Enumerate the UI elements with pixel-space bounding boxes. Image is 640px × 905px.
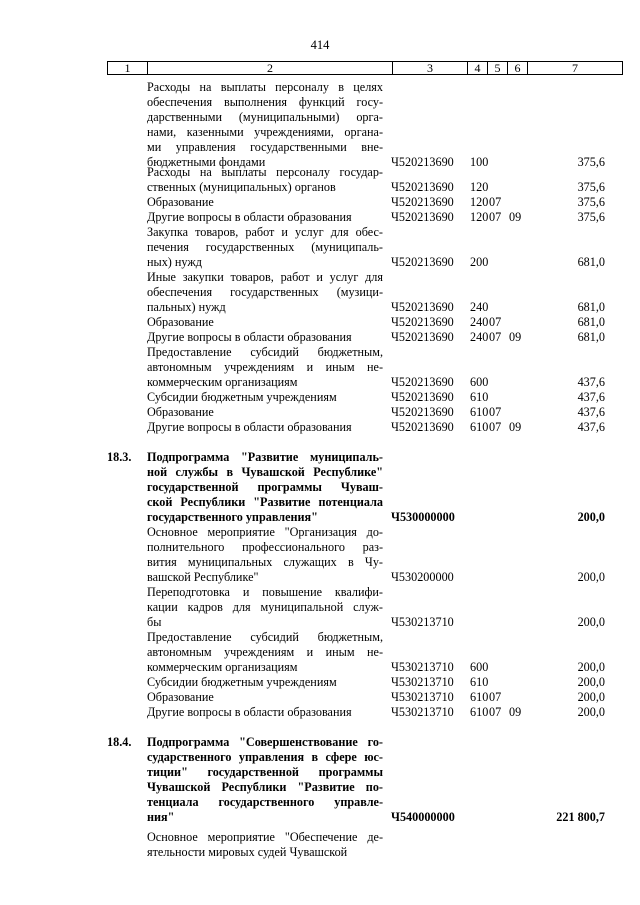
amount: 681,0	[577, 330, 605, 344]
amount: 437,6	[577, 390, 605, 404]
description-line: Переподготовка и повышение квалифи-	[147, 585, 383, 599]
section-code: 07	[489, 690, 502, 704]
expense-type: 610	[470, 690, 489, 704]
expense-type: 120	[470, 210, 489, 224]
description-line: государственного управления"	[147, 510, 318, 524]
amount: 221 800,7	[556, 810, 605, 824]
description-line: ной службы в Чувашской Республике"	[147, 465, 383, 479]
row-description	[147, 390, 383, 405]
description-line: кации кадров для муниципальной служ-	[147, 600, 383, 614]
section-code: 07	[489, 705, 502, 719]
expense-type: 600	[470, 660, 489, 674]
amount: 200,0	[577, 705, 605, 719]
subsection-code: 09	[509, 330, 522, 344]
section-code: 07	[489, 315, 502, 329]
section-code: 07	[489, 210, 502, 224]
expense-type: 200	[470, 255, 489, 269]
row-description	[147, 345, 383, 390]
subsection-code: 09	[509, 420, 522, 434]
target-code: Ч520213690	[391, 195, 454, 209]
description-line: автономным учреждениям и иным не-	[147, 360, 383, 374]
description-line: ния"	[147, 810, 175, 824]
description-line: дарственными (муниципальными) орга-	[147, 110, 383, 124]
description-line: ственных (муниципальных) органов	[147, 180, 336, 194]
column-header: 7	[527, 62, 623, 75]
section-code: 07	[489, 330, 502, 344]
description-line: Другие вопросы в области образования	[147, 330, 352, 344]
target-code: Ч530213710	[391, 660, 454, 674]
description-line: Образование	[147, 195, 214, 209]
row-description	[147, 830, 383, 860]
section-code: 07	[489, 405, 502, 419]
description-line: коммерческим организациям	[147, 660, 298, 674]
expense-type: 610	[470, 705, 489, 719]
target-code: Ч530000000	[391, 510, 455, 524]
description-line: тенциала государственного управле-	[147, 795, 383, 809]
description-line: сударственного управления в сфере юс-	[147, 750, 383, 764]
description-line: обеспечения выполнения функций госу-	[147, 95, 383, 109]
amount: 437,6	[577, 375, 605, 389]
row-description	[147, 330, 383, 345]
target-code: Ч520213690	[391, 255, 454, 269]
row-description	[147, 450, 383, 525]
row-description	[147, 405, 383, 420]
description-line: ятельности мировых судей Чувашской	[147, 845, 348, 859]
column-header: 3	[392, 62, 467, 75]
row-description	[147, 270, 383, 315]
target-code: Ч520213690	[391, 330, 454, 344]
amount: 681,0	[577, 315, 605, 329]
amount: 437,6	[577, 405, 605, 419]
subsection-code: 09	[509, 705, 522, 719]
target-code: Ч520213690	[391, 405, 454, 419]
amount: 200,0	[577, 690, 605, 704]
description-line: Иные закупки товаров, работ и услуг для	[147, 270, 383, 284]
description-line: тиции" государственной программы	[147, 765, 383, 779]
amount: 437,6	[577, 420, 605, 434]
row-description	[147, 210, 383, 225]
expense-type: 610	[470, 420, 489, 434]
description-line: обеспечения государственных (музици-	[147, 285, 383, 299]
description-line: Подпрограмма "Развитие муниципаль-	[147, 450, 383, 464]
amount: 200,0	[577, 675, 605, 689]
target-code: Ч530213710	[391, 705, 454, 719]
description-line: государственной программы Чуваш-	[147, 480, 383, 494]
description-line: ской Республики "Развитие потенциала	[147, 495, 383, 509]
target-code: Ч540000000	[391, 810, 455, 824]
description-line: автономным учреждениям и иным не-	[147, 645, 383, 659]
expense-type: 240	[470, 330, 489, 344]
description-line: Образование	[147, 405, 214, 419]
amount: 200,0	[577, 510, 605, 524]
row-description	[147, 525, 383, 585]
description-line: бюджетными фондами	[147, 155, 266, 169]
expense-type: 610	[470, 405, 489, 419]
amount: 200,0	[577, 615, 605, 629]
expense-type: 120	[470, 195, 489, 209]
amount: 375,6	[577, 195, 605, 209]
expense-type: 240	[470, 315, 489, 329]
target-code: Ч520213690	[391, 390, 454, 404]
target-code: Ч520213690	[391, 315, 454, 329]
row-description	[147, 315, 383, 330]
description-line: полнительного профессионального раз-	[147, 540, 383, 554]
description-line: Закупка товаров, работ и услуг для обес-	[147, 225, 383, 239]
target-code: Ч530213710	[391, 675, 454, 689]
amount: 375,6	[577, 155, 605, 169]
description-line: нами, казенными учреждениями, органа-	[147, 125, 383, 139]
description-line: Расходы на выплаты персоналу в целях	[147, 80, 383, 94]
description-line: Образование	[147, 690, 214, 704]
target-code: Ч520213690	[391, 300, 454, 314]
description-line: ми управления государственными вне-	[147, 140, 383, 154]
amount: 200,0	[577, 660, 605, 674]
expense-type: 120	[470, 180, 489, 194]
expense-type: 100	[470, 155, 489, 169]
target-code: Ч520213690	[391, 180, 454, 194]
description-line: Чувашской Республики "Развитие по-	[147, 780, 383, 794]
row-number: 18.4.	[107, 735, 132, 749]
description-line: Субсидии бюджетным учреждениям	[147, 675, 337, 689]
description-line: бы	[147, 615, 162, 629]
amount: 681,0	[577, 300, 605, 314]
row-description	[147, 585, 383, 630]
description-line: Другие вопросы в области образования	[147, 420, 352, 434]
column-header: 4	[467, 62, 487, 75]
row-description	[147, 735, 383, 825]
description-line: печения государственных (муниципаль-	[147, 240, 383, 254]
subsection-code: 09	[509, 210, 522, 224]
expense-type: 600	[470, 375, 489, 389]
description-line: Предоставление субсидий бюджетным,	[147, 345, 383, 359]
expense-type: 610	[470, 390, 489, 404]
expense-type: 240	[470, 300, 489, 314]
row-description	[147, 675, 383, 690]
column-header: 5	[487, 62, 507, 75]
row-description	[147, 165, 383, 195]
column-header: 2	[147, 62, 392, 75]
amount: 200,0	[577, 570, 605, 584]
description-line: Основное мероприятие "Обеспечение де-	[147, 830, 383, 844]
table-header	[107, 61, 623, 75]
description-line: вития муниципальных служащих в Чу-	[147, 555, 383, 569]
description-line: Образование	[147, 315, 214, 329]
description-line: Основное мероприятие "Организация до-	[147, 525, 383, 539]
description-line: Другие вопросы в области образования	[147, 210, 352, 224]
column-header: 1	[107, 62, 147, 75]
target-code: Ч520213690	[391, 155, 454, 169]
description-line: вашской Республике"	[147, 570, 259, 584]
section-code: 07	[489, 420, 502, 434]
amount: 681,0	[577, 255, 605, 269]
target-code: Ч530200000	[391, 570, 454, 584]
row-description	[147, 630, 383, 675]
amount: 375,6	[577, 180, 605, 194]
row-description	[147, 225, 383, 270]
section-code: 07	[489, 195, 502, 209]
description-line: Подпрограмма "Совершенствование го-	[147, 735, 383, 749]
target-code: Ч530213710	[391, 615, 454, 629]
expense-type: 610	[470, 675, 489, 689]
target-code: Ч520213690	[391, 210, 454, 224]
row-description	[147, 705, 383, 720]
description-line: коммерческим организациям	[147, 375, 298, 389]
target-code: Ч520213690	[391, 375, 454, 389]
column-header: 6	[507, 62, 527, 75]
row-description	[147, 690, 383, 705]
row-description	[147, 420, 383, 435]
description-line: Другие вопросы в области образования	[147, 705, 352, 719]
row-number: 18.3.	[107, 450, 132, 464]
target-code: Ч530213710	[391, 690, 454, 704]
row-description	[147, 195, 383, 210]
description-line: Субсидии бюджетным учреждениям	[147, 390, 337, 404]
description-line: Расходы на выплаты персоналу государ-	[147, 165, 383, 179]
description-line: пальных) нужд	[147, 300, 226, 314]
amount: 375,6	[577, 210, 605, 224]
description-line: ных) нужд	[147, 255, 202, 269]
target-code: Ч520213690	[391, 420, 454, 434]
page-number: 414	[310, 38, 330, 52]
description-line: Предоставление субсидий бюджетным,	[147, 630, 383, 644]
row-description	[147, 80, 383, 170]
